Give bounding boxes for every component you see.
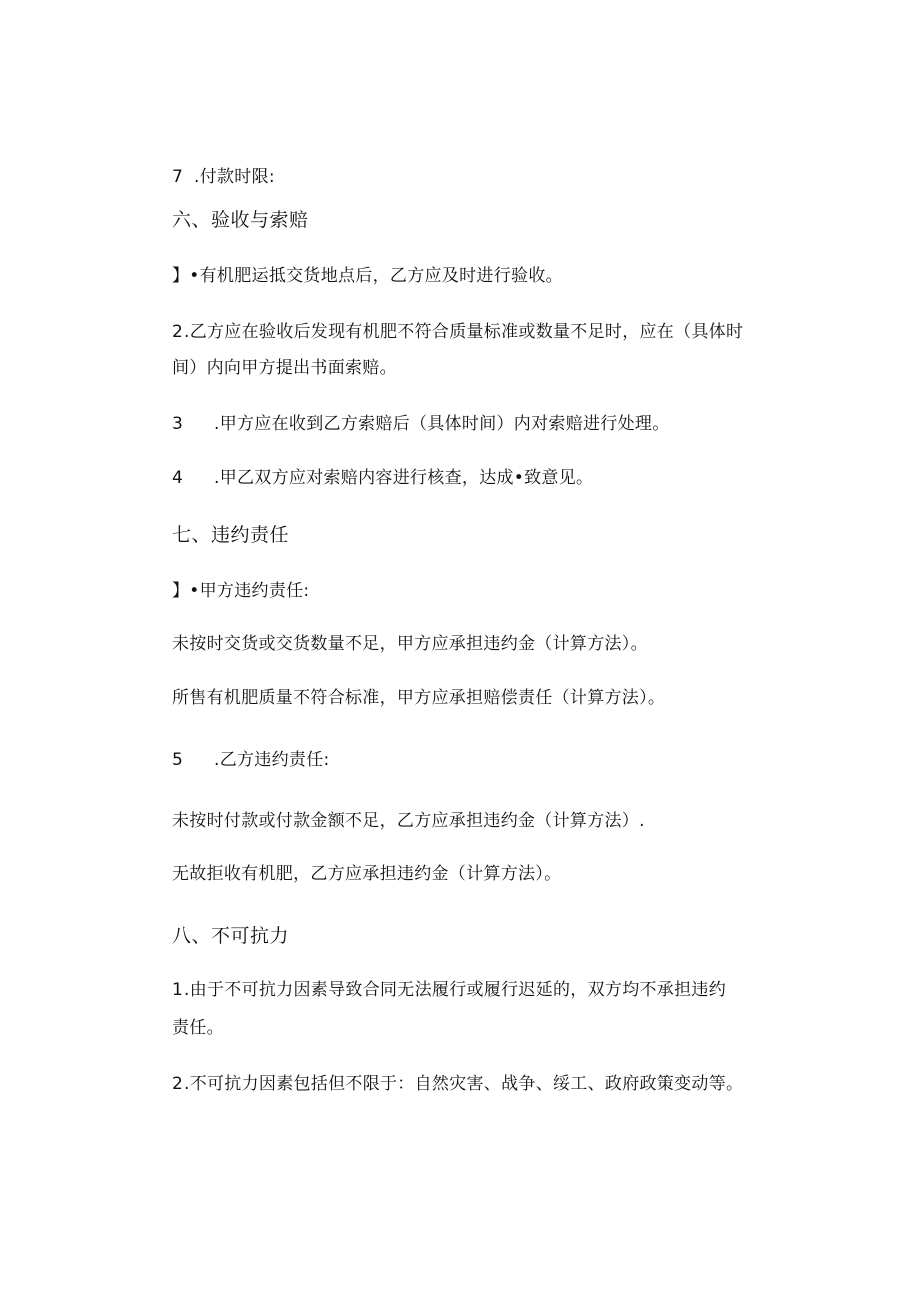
item-number: 1 <box>172 980 184 1000</box>
force-majeure-item-1 <box>172 978 726 1002</box>
item-number: 2 <box>172 322 184 342</box>
party-a-liability-1: 未按时交货或交货数量不足，甲方应承担违约金（计算方法）。 <box>172 634 648 654</box>
section-heading-acceptance: 六、验收与索赔 <box>172 209 309 231</box>
party-b-liability-heading <box>172 748 330 772</box>
item-number: 2 <box>172 1074 184 1094</box>
payment-term-item <box>172 165 275 189</box>
item-text: .甲方应在收到乙方索赔后（具体时间）内对索赔进行处理。 <box>214 414 670 434</box>
item-text: .由于不可抗力因素导致合同无法履行或履行迟延的，双方均不承担违约 <box>184 980 727 1000</box>
party-a-liability-heading: 】•甲方违约责任: <box>172 581 310 601</box>
acceptance-item-3 <box>172 412 670 436</box>
item-text: .付款时限: <box>194 167 275 187</box>
party-a-liability-2: 所售有机肥质量不符合标准，甲方应承担赔偿责任（计算方法）。 <box>172 688 666 708</box>
item-number: 3 <box>172 414 184 434</box>
item-number: 7 <box>172 167 184 187</box>
party-b-liability-1: 未按时付款或付款金额不足，乙方应承担违约金（计算方法）. <box>172 811 645 831</box>
item-text: .乙方违约责任: <box>214 750 330 770</box>
force-majeure-item-1-continued: 责任。 <box>172 1018 224 1038</box>
item-number: 5 <box>172 750 184 770</box>
item-text: .乙方应在验收后发现有机肥不符合质量标准或数量不足时，应在（具体时 <box>184 322 744 342</box>
item-text: .甲乙双方应对索赔内容进行核查，达成•致意见。 <box>214 468 594 488</box>
party-b-liability-2: 无故拒收有机肥，乙方应承担违约金（计算方法）。 <box>172 864 562 884</box>
acceptance-item-1: 】•有机肥运抵交货地点后，乙方应及时进行验收。 <box>172 266 563 286</box>
item-text: .不可抗力因素包括但不限于：自然灾害、战争、绥工、政府政策变动等。 <box>184 1074 744 1094</box>
section-heading-force-majeure: 八、不可抗力 <box>172 925 290 947</box>
section-heading-breach: 七、违约责任 <box>172 524 290 546</box>
acceptance-item-4 <box>172 466 593 490</box>
acceptance-item-2-continued: 间）内向甲方提出书面索赔。 <box>172 358 397 378</box>
item-number: 4 <box>172 468 184 488</box>
force-majeure-item-2 <box>172 1072 743 1096</box>
acceptance-item-2 <box>172 320 743 344</box>
